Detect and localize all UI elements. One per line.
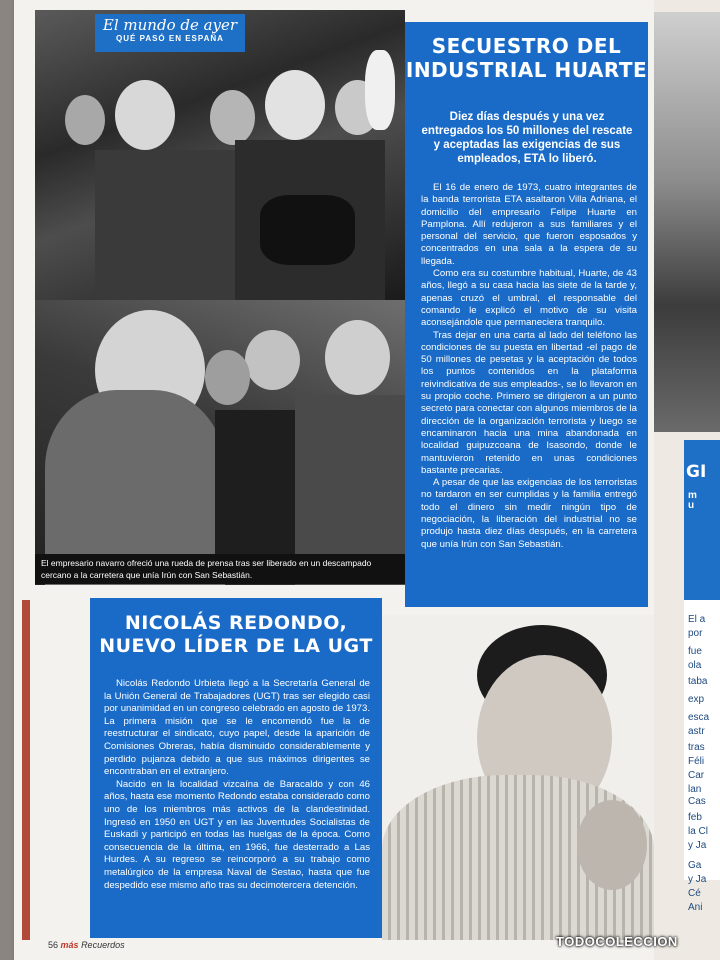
adjacent-page-text-fragment: fue: [688, 646, 702, 657]
section-tag: [95, 14, 245, 52]
adjacent-page-text-fragment: u: [688, 500, 695, 511]
adjacent-page-text-fragment: tras: [688, 742, 705, 753]
adjacent-page-text-fragment: ola: [688, 660, 702, 671]
photo-nicolas-redondo: [382, 615, 654, 940]
adjacent-page-text-fragment: por: [688, 628, 703, 639]
adjacent-page-text-fragment: Car: [688, 770, 705, 781]
adjacent-page-text-fragment: astr: [688, 726, 705, 737]
article-redondo-title: NICOLÁS REDONDO, NUEVO LÍDER DE LA UGT: [99, 612, 373, 657]
adjacent-page-text-fragment: y Ja: [688, 874, 707, 885]
adjacent-page-text-fragment: Féli: [688, 756, 705, 767]
adjacent-page-text-fragment: Ani: [688, 902, 703, 913]
adjacent-page-text-box: [684, 600, 720, 880]
photo-caption: El empresario navarro ofreció una rueda de prensa tras ser liberado en un descampado cercano a la carretera que unía Irún con San Sebastián.: [35, 554, 405, 584]
adjacent-page-text-fragment: feb: [688, 812, 702, 823]
adjacent-page-text-fragment: y Ja: [688, 840, 707, 851]
magazine-prefix: más: [60, 940, 79, 950]
magazine-name: Recuerdos: [81, 940, 125, 950]
adjacent-page-text-fragment: Cé: [688, 888, 701, 899]
adjacent-page-text-fragment: exp: [688, 694, 705, 705]
adjacent-page-text-fragment: Cas: [688, 796, 706, 807]
adjacent-page-text-fragment: El a: [688, 614, 706, 625]
watermark: TODOCOLECCION: [556, 934, 678, 949]
article-huarte: [405, 22, 648, 607]
paragraph: El 16 de enero de 1973, cuatro integrantes de la banda terrorista ETA asaltaron Villa Adriana, el domicilio del empresario Felipe Huarte en Pamplona. Allí redujeron a sus familiares y el personal del servicio, que fueron esposados y concentrados en una sala a la espera de su llegada.: [421, 182, 637, 267]
adjacent-page-text-fragment: la Cl: [688, 826, 709, 837]
adjacent-page-text-fragment: Ga: [688, 860, 702, 871]
article-redondo: [90, 598, 382, 938]
page-footer: [48, 940, 125, 950]
adjacent-page-text-fragment: esca: [688, 712, 710, 723]
page-number: 56: [48, 940, 59, 950]
paragraph: Nacido en la localidad vizcaína de Baracaldo y con 46 años, hasta ese momento Redondo estaba considerado como uno de los miembros más activos de la clandestinidad. Ingresó en 1950 en UGT y en las Juventudes Socialistas de Euskadi y participó en todas las huelgas de la época. Como consecuencia de la última, en 1966, fue desterrado a Las Hurdes. A su regreso se reincorporó a su trabajo como metalúrgico de la empresa Naval de Sestao, hasta que fue despedido ese mismo año tras su decimotercera detención.: [104, 778, 370, 891]
adjacent-page-text-fragment: lan: [688, 784, 702, 795]
paragraph: Tras dejar en una carta al lado del teléfono las condiciones de su puesta en libertad -el pago de 50 millones de pesetas y la aceptación de todos los puntos contenidos en la plataforma reivindicativa de sus empleados-, se lo llevaron en su propio coche. Primero se dirigieron a un punto secreto para conectar con algunos miembros de la dirección de la organización terrorista y luego se encaminaron hacia una mina abandonada en localidad guipuzcoana de Isasondo, donde le mantuvieron retenido en unas condiciones bastante precarias.: [421, 329, 637, 476]
article-huarte-lead: Diez días después y una vez entregados los 50 millones del rescate y aceptadas las exigencias de sus empleados, ETA lo liberó.: [421, 111, 633, 165]
adjacent-page-heading: GI: [686, 462, 707, 482]
photo-huarte-press-conference: [35, 300, 405, 585]
photo-press-audience: [35, 10, 405, 300]
article-huarte-title: SECUESTRO DEL INDUSTRIAL HUARTE: [405, 34, 648, 82]
paragraph: Nicolás Redondo Urbieta llegó a la Secretaría General de la Unión General de Trabajadores (UGT) tras ser elegido casi por unanimidad en un congreso celebrado en agosto de 1973. La primera misión que se le encomendó fue la de reestructurar el sindicato, cuyo papel, desde la aparición de Comisiones Obreras, había disminuido considerablemente y perdido pujanza debido a que sus máximos dirigentes se encontraban en el extranjero.: [104, 678, 370, 778]
adjacent-page-text-fragment: m: [688, 490, 697, 501]
article-huarte-body: [421, 182, 637, 551]
section-tag-title: El mundo de ayer: [102, 16, 238, 34]
paragraph: A pesar de que las exigencias de los terroristas no tardaron en ser cumplidas y la familia entregó todo el dinero sin medir ningún tipo de negociación, la liberación del industrial no se produjo hasta diez días después, en la carretera que unía Irún con San Sebastián.: [421, 477, 637, 550]
section-tag-subtitle: QUÉ PASÓ EN ESPAÑA: [116, 34, 224, 43]
paragraph: Como era su costumbre habitual, Huarte, de 43 años, llegó a su casa hacia las siete de la tarde y, apenas cruzó el umbral, el responsable del comando le explicó el motivo de su visita aconsejándole que permaneciera tranquilo.: [421, 268, 637, 329]
article-redondo-body: [104, 678, 370, 892]
spine-strip: [22, 600, 30, 940]
adjacent-page-photo: [654, 12, 720, 432]
page-gutter: [0, 0, 14, 960]
adjacent-page-text-fragment: taba: [688, 676, 708, 687]
